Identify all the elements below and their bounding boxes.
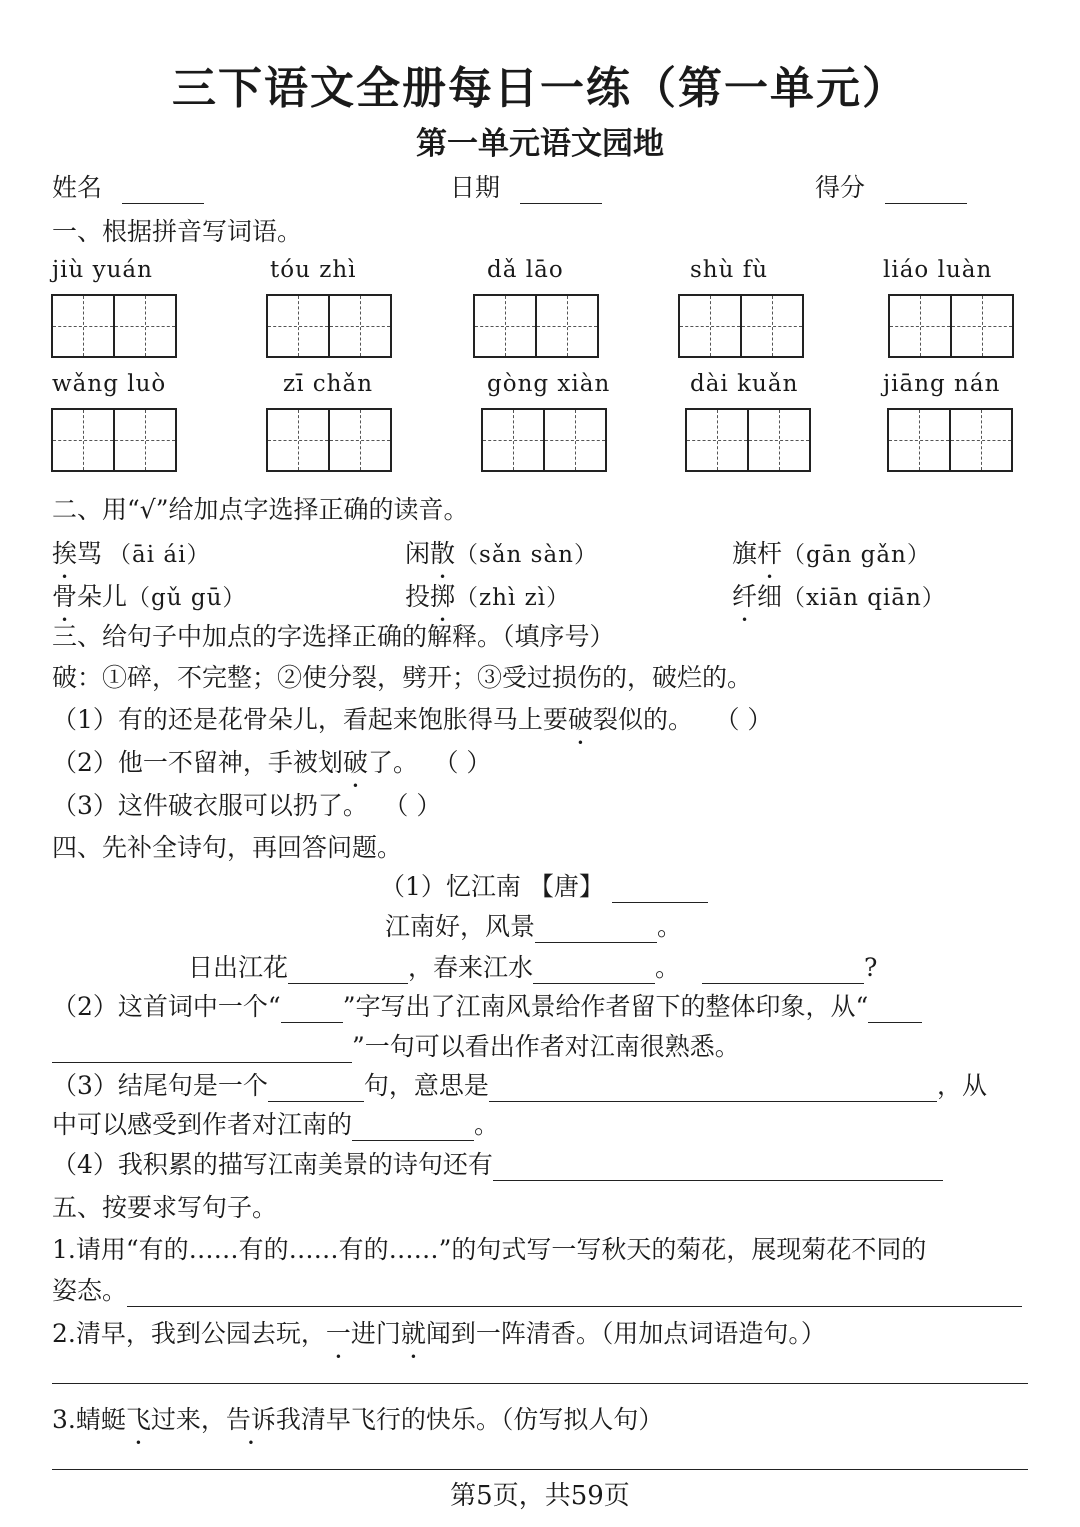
answer-blank[interactable]	[868, 996, 922, 1023]
answer-blank[interactable]	[352, 1114, 474, 1141]
score-field[interactable]	[815, 168, 967, 204]
dotted-char: 杆	[757, 539, 783, 568]
sentence-text: （1）有的还是花骨朵儿，看起来饱胀得马上要	[52, 705, 568, 734]
page-title: 三下语文全册每日一练（第一单元）	[172, 63, 908, 114]
question-text: （3）结尾句是一个	[52, 1071, 268, 1100]
poem-line	[385, 907, 682, 943]
poem-punct: 。	[657, 912, 683, 941]
question-line	[52, 1027, 740, 1063]
sentence-text: 了。	[367, 748, 418, 777]
poem-line	[188, 948, 877, 984]
sentence-task-1: 1.请用“有的……有的……有的……”的句式写一写秋天的菊花，展现菊花不同的	[52, 1235, 927, 1264]
question-line	[52, 987, 922, 1023]
name-label: 姓名	[52, 173, 103, 202]
writing-grid[interactable]	[481, 408, 607, 472]
score-label: 得分	[815, 173, 866, 202]
writing-grid[interactable]	[51, 294, 177, 358]
pinyin-label: shù fù	[690, 257, 769, 283]
question-text: 句，意思是	[363, 1071, 489, 1100]
reading-choice-item[interactable]	[405, 534, 598, 570]
word-rest: 细	[757, 582, 783, 611]
sentence-item	[52, 786, 441, 822]
name-field[interactable]	[52, 168, 204, 204]
pinyin-label: dǎ lāo	[487, 257, 564, 283]
poem-blank[interactable]	[288, 957, 408, 984]
sentence-task-3	[52, 1400, 663, 1436]
question-text: 闻到一阵清香。（用加点词语造句。）	[425, 1319, 826, 1348]
question-punct: 。	[474, 1110, 500, 1139]
pinyin-options[interactable]: （sǎn sàn）	[455, 542, 598, 568]
pinyin-label: jiù yuán	[52, 257, 153, 283]
writing-grid[interactable]	[887, 408, 1013, 472]
question-text: ”字写出了江南风景给作者留下的整体印象，从“	[342, 992, 869, 1021]
writing-grid[interactable]	[473, 294, 599, 358]
dotted-char: 掷	[430, 582, 456, 611]
pinyin-options[interactable]: （āi ái）	[108, 542, 211, 568]
reading-choice-item[interactable]	[732, 534, 931, 570]
dotted-char: 一	[325, 1319, 351, 1348]
poem-blank[interactable]	[533, 957, 655, 984]
date-blank[interactable]	[520, 177, 602, 204]
definition-line: 破：①碎，不完整；②使分裂，劈开；③受过损伤的，破烂的。	[52, 663, 753, 692]
dotted-text: 告诉	[225, 1405, 276, 1434]
section5-heading: 五、按要求写句子。	[52, 1193, 278, 1222]
section1-heading: 一、根据拼音写词语。	[52, 217, 303, 246]
question-text: 3.	[52, 1405, 76, 1434]
poem-text: 日出江花	[188, 953, 289, 982]
question-text: 2.清早，我到公园去玩，	[52, 1319, 326, 1348]
word-rest: 朵儿	[77, 582, 128, 611]
poem-blank[interactable]	[535, 916, 657, 943]
answer-blank[interactable]	[493, 1154, 943, 1181]
answer-blank[interactable]	[52, 1036, 352, 1063]
poem-blank[interactable]	[702, 957, 864, 984]
section4-heading: 四、先补全诗句，再回答问题。	[52, 833, 403, 862]
score-blank[interactable]	[885, 177, 967, 204]
poem-title	[380, 867, 708, 903]
question-text: （4）我积累的描写江南美景的诗句还有	[52, 1150, 493, 1179]
pinyin-options[interactable]: （zhì zì）	[455, 585, 571, 611]
question-line	[52, 1066, 987, 1102]
pinyin-label: jiāng nán	[883, 371, 1001, 397]
pinyin-label: zī chǎn	[283, 371, 374, 397]
question-text: 我清早飞行的快乐。（仿写拟人句）	[275, 1405, 664, 1434]
reading-choice-item[interactable]	[52, 534, 210, 570]
sentence-item	[52, 743, 491, 779]
sentence-task-2	[52, 1314, 826, 1350]
word-rest: 投	[405, 582, 431, 611]
answer-paren[interactable]: （ ）	[726, 705, 773, 734]
writing-grid[interactable]	[685, 408, 811, 472]
reading-choice-item[interactable]	[732, 577, 946, 613]
section2-heading: 二、用“√”给加点字选择正确的读音。	[52, 495, 469, 524]
sentence-item	[52, 700, 772, 736]
word-rest: 旗	[732, 539, 758, 568]
answer-line[interactable]	[52, 1469, 1028, 1470]
dotted-char: 纤	[732, 582, 758, 611]
poem-punct: 。	[655, 953, 681, 982]
answer-paren[interactable]: （ ）	[445, 748, 492, 777]
question-text: ，	[200, 1405, 226, 1434]
poem-text: 江南好，风景	[385, 912, 536, 941]
page-number: 第5页，共59页	[450, 1481, 630, 1511]
pinyin-label: tóu zhì	[270, 257, 357, 283]
dotted-char: 散	[430, 539, 456, 568]
answer-blank[interactable]	[127, 1280, 1022, 1307]
pinyin-options[interactable]: （gān gǎn）	[782, 542, 931, 568]
answer-blank[interactable]	[281, 996, 343, 1023]
pinyin-label: gòng xiàn	[487, 371, 611, 397]
answer-paren[interactable]: （ ）	[395, 791, 442, 820]
name-blank[interactable]	[122, 177, 204, 204]
pinyin-options[interactable]: （gǔ gū）	[127, 585, 247, 611]
answer-blank[interactable]	[489, 1075, 937, 1102]
pinyin-label: liáo luàn	[883, 257, 993, 283]
reading-choice-item[interactable]	[52, 577, 246, 613]
answer-line[interactable]	[52, 1383, 1028, 1384]
question-text: 进门	[350, 1319, 401, 1348]
pinyin-options[interactable]: （xiān qiān）	[782, 585, 946, 611]
pinyin-label: dài kuǎn	[690, 371, 799, 397]
dotted-char: 就	[400, 1319, 426, 1348]
sentence-text: （3）这件破衣服可以扔了。	[52, 791, 368, 820]
question-text: 中可以感受到作者对江南的	[52, 1110, 353, 1139]
page-subtitle: 第一单元语文园地	[416, 126, 664, 162]
question-text: 姿态。	[52, 1276, 128, 1305]
date-label: 日期	[450, 173, 501, 202]
writing-grid[interactable]	[51, 408, 177, 472]
poem-text: ，春来江水	[408, 953, 534, 982]
poem-punct: ?	[864, 953, 878, 982]
dotted-char: 骨	[52, 582, 78, 611]
dotted-char: 破	[342, 748, 368, 777]
question-text: ，从	[936, 1071, 987, 1100]
writing-grid[interactable]	[266, 294, 392, 358]
date-field[interactable]	[450, 168, 602, 204]
writing-grid[interactable]	[678, 294, 804, 358]
question-text: （2）这首词中一个“	[52, 992, 281, 1021]
sentence-text: 裂似的。	[592, 705, 693, 734]
dotted-char: 挨	[52, 539, 78, 568]
sentence-text: （2）他一不留神，手被划	[52, 748, 343, 777]
writing-grid[interactable]	[266, 408, 392, 472]
sentence-task-1-cont	[52, 1271, 1022, 1307]
question-line	[52, 1145, 943, 1181]
section3-heading: 三、给句子中加点的字选择正确的解释。（填序号）	[52, 622, 615, 651]
word-rest: 骂	[77, 539, 103, 568]
poem-title-text: （1）忆江南 【唐】	[380, 872, 604, 901]
writing-grid[interactable]	[888, 294, 1014, 358]
dotted-text: 蜻蜓飞过来 •	[76, 1405, 201, 1434]
word-rest: 闲	[405, 539, 431, 568]
author-blank[interactable]	[612, 876, 708, 903]
answer-blank[interactable]	[268, 1075, 364, 1102]
pinyin-label: wǎng luò	[52, 371, 167, 397]
dotted-char: 破	[567, 705, 593, 734]
question-line	[52, 1105, 499, 1141]
reading-choice-item[interactable]	[405, 577, 570, 613]
question-text: ”一句可以看出作者对江南很熟悉。	[352, 1032, 740, 1061]
